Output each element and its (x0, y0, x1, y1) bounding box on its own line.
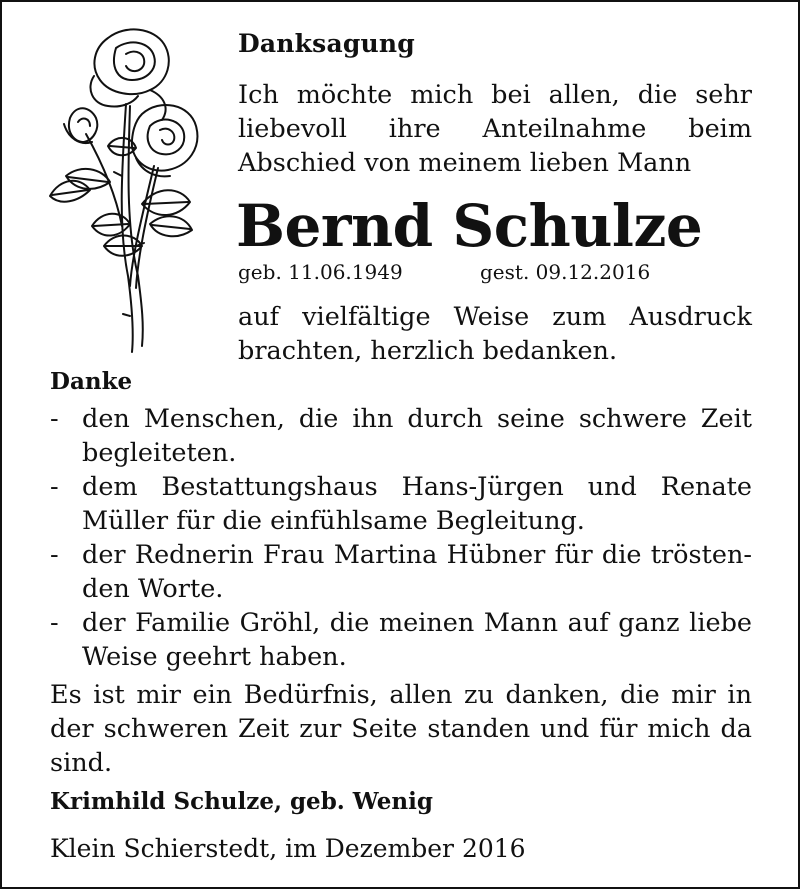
list-item (50, 606, 752, 674)
list-item (50, 402, 752, 470)
list-item-text: den Menschen, die ihn durch seine schwere Zeit begleiteten. (82, 404, 752, 468)
bullet-dash: - (50, 472, 59, 502)
death-date: gest. 09.12.2016 (480, 260, 651, 284)
place-date: Klein Schierstedt, im Dezember 2016 (50, 834, 526, 863)
list-item-text: dem Bestattungshaus Hans-Jürgen und Renate Müller für die einfühlsame Begleitung. (82, 472, 752, 536)
deceased-name: Bernd Schulze (236, 192, 703, 260)
thanks-list (50, 402, 752, 674)
birth-date: geb. 11.06.1949 (238, 260, 403, 284)
bullet-dash: - (50, 404, 59, 434)
list-item (50, 538, 752, 606)
intro-text: Ich möchte mich bei allen, die sehr liebevoll ihre Anteilnahme beim Abschied von meinem lieben Mann (238, 80, 752, 178)
signature: Krimhild Schulze, geb. Wenig (50, 788, 433, 815)
bullet-dash: - (50, 540, 59, 570)
rose-icon (46, 26, 204, 356)
list-item-text: der Rednerin Frau Martina Hübner für die trösten-den Worte. (82, 540, 752, 604)
notice-heading: Danksagung (238, 29, 415, 58)
list-item (50, 470, 752, 538)
final-text: Es ist mir ein Bedürfnis, allen zu danken, die mir in der schweren Zeit zur Seite standen und für mich da sind. (50, 680, 752, 778)
list-item-text: der Familie Gröhl, die meinen Mann auf ganz liebe Weise geehrt haben. (82, 608, 752, 672)
thanks-label: Danke (50, 368, 133, 395)
bullet-dash: - (50, 608, 59, 638)
closing-text: auf vielfältige Weise zum Ausdruck brachten, herzlich bedanken. (238, 302, 752, 366)
